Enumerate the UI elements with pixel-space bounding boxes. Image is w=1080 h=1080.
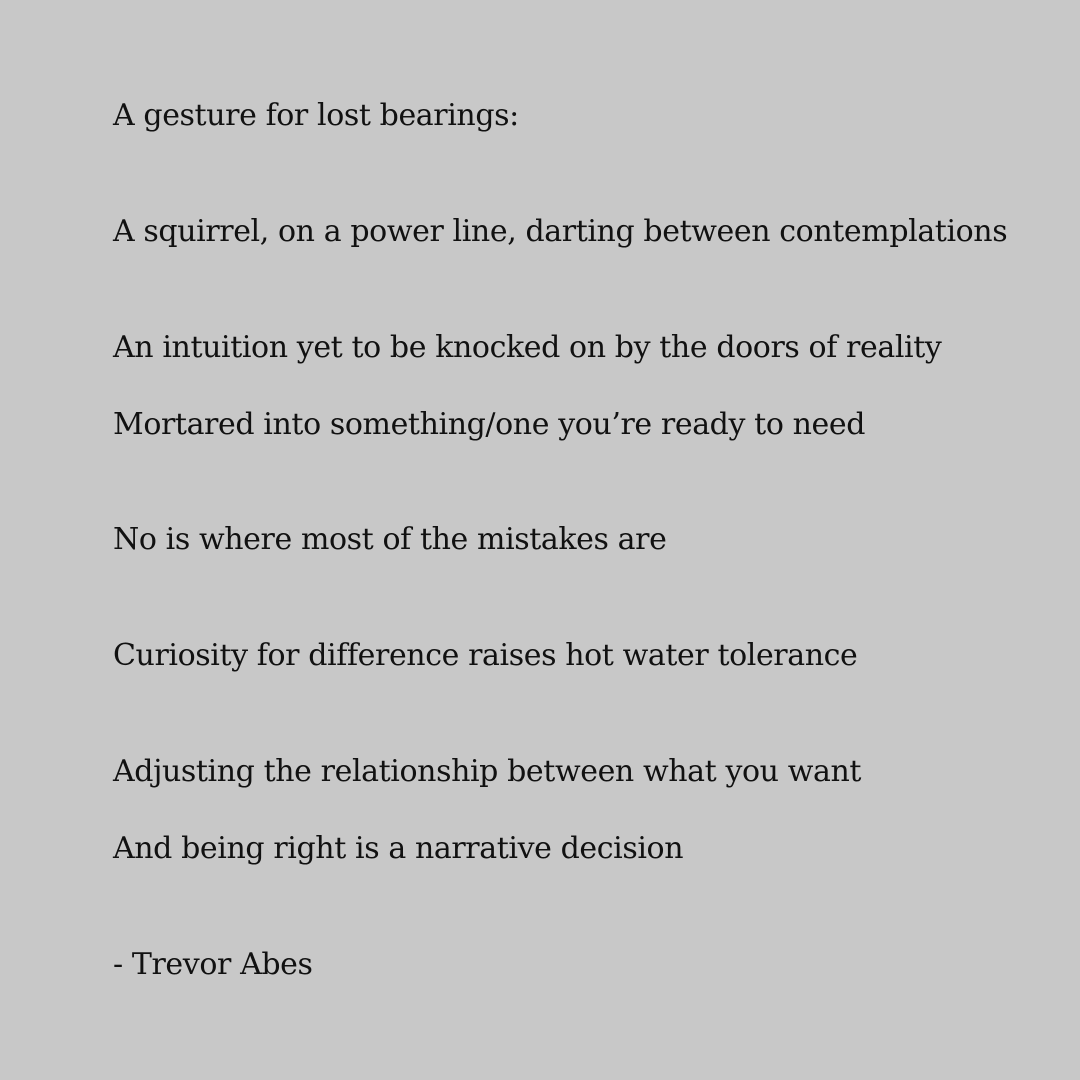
poem-title: A gesture for lost bearings: <box>113 98 519 133</box>
poem-block <box>113 0 1053 1080</box>
poem-line: Curiosity for difference raises hot water tolerance <box>113 638 858 673</box>
poem-line: A squirrel, on a power line, darting between contemplations <box>113 214 1008 249</box>
poem-attribution: - Trevor Abes <box>113 947 313 982</box>
poem-line: No is where most of the mistakes are <box>113 522 667 557</box>
poem-line: An intuition yet to be knocked on by the doors of reality <box>113 330 942 365</box>
poem-line: Mortared into something/one you’re ready to need <box>113 407 866 442</box>
poem-line: And being right is a narrative decision <box>113 831 684 866</box>
poem-line: Adjusting the relationship between what you want <box>113 754 862 789</box>
